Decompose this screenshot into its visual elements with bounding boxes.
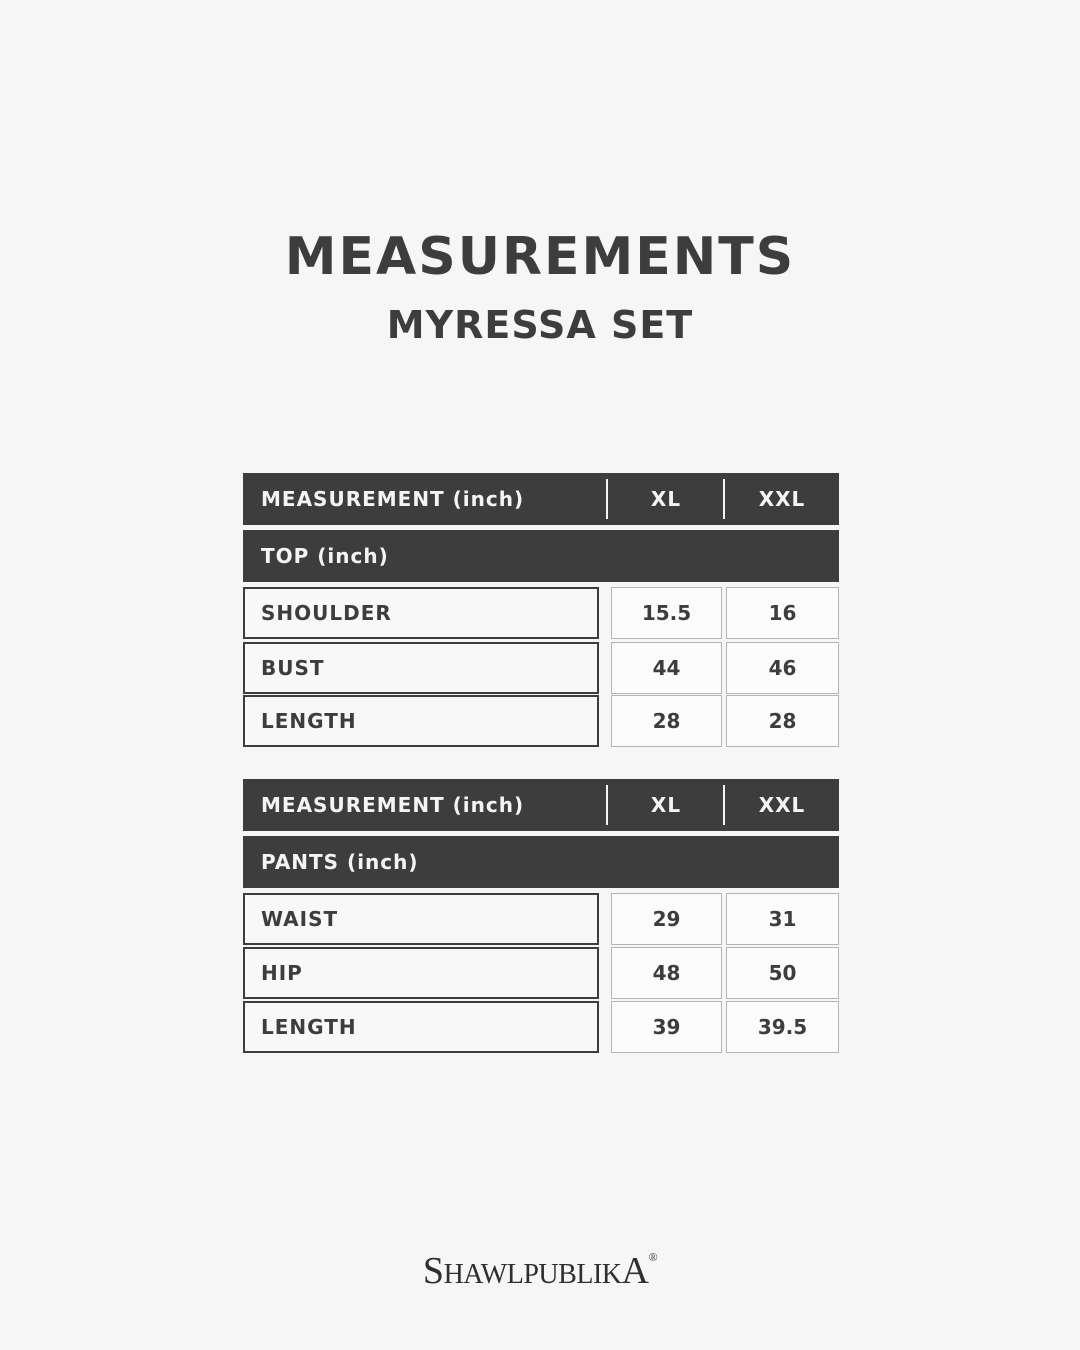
table-header	[243, 779, 839, 831]
table-row	[243, 1001, 839, 1053]
value-xl: 44	[611, 642, 722, 694]
section-header-pants	[243, 836, 839, 888]
table-row	[243, 947, 839, 999]
brand-logo	[0, 1232, 1080, 1300]
row-label-text: HIP	[261, 961, 303, 985]
value-xl: 15.5	[611, 587, 722, 639]
row-label-text: BUST	[261, 656, 325, 680]
table-row	[243, 893, 839, 945]
row-label-text: WAIST	[261, 907, 339, 931]
page-title: MEASUREMENTS	[284, 227, 796, 287]
row-label	[243, 695, 599, 747]
value-xl: 29	[611, 893, 722, 945]
value-xxl: 50	[726, 947, 839, 999]
header-size-xl: XL	[650, 487, 682, 511]
value-xl: 28	[611, 695, 722, 747]
header-measurement: MEASUREMENT (inch)	[261, 793, 525, 817]
row-label-text: SHOULDER	[261, 601, 392, 625]
top-measurement-table	[243, 473, 839, 748]
table-row	[243, 587, 839, 639]
pants-measurement-table	[243, 779, 839, 1055]
section-label: TOP (inch)	[261, 544, 389, 568]
brand-logo-wordmark: SHAWLPUBLIKA	[422, 1250, 649, 1292]
row-label-text: LENGTH	[261, 1015, 357, 1039]
table-row	[243, 695, 839, 747]
row-label	[243, 893, 599, 945]
registered-mark: ®	[648, 1250, 658, 1264]
row-label	[243, 587, 599, 639]
row-label-text: LENGTH	[261, 709, 357, 733]
page-subtitle: MYRESSA SET	[386, 303, 694, 347]
value-xxl: 46	[726, 642, 839, 694]
value-xxl: 16	[726, 587, 839, 639]
row-label	[243, 947, 599, 999]
header-size-xl: XL	[650, 793, 682, 817]
value-xxl: 28	[726, 695, 839, 747]
value-xl: 48	[611, 947, 722, 999]
table-row	[243, 642, 839, 694]
header-size-xxl: XXL	[758, 793, 806, 817]
header-measurement: MEASUREMENT (inch)	[261, 487, 525, 511]
value-xl: 39	[611, 1001, 722, 1053]
header-size-xxl: XXL	[758, 487, 806, 511]
table-header	[243, 473, 839, 525]
value-xxl: 31	[726, 893, 839, 945]
section-header-top	[243, 530, 839, 582]
row-label	[243, 1001, 599, 1053]
row-label	[243, 642, 599, 694]
value-xxl: 39.5	[726, 1001, 839, 1053]
section-label: PANTS (inch)	[261, 850, 419, 874]
